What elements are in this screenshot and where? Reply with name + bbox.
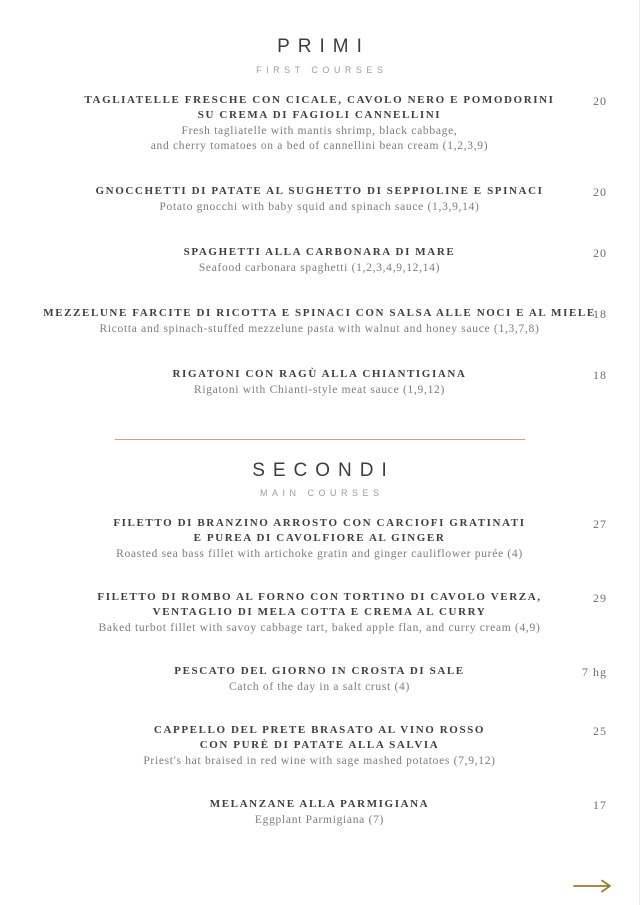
item-description-line: Priest's hat braised in red wine with sage mashed potatoes (7,9,12) [143,755,496,768]
item-description-line: Fresh tagliatelle with mantis shrimp, black cabbage, [181,124,458,137]
section-subtitle-secondi: MAIN COURSES [259,488,384,499]
item-name-line: E PUREA DI CAVOLFIORE AL GINGER [193,532,446,545]
menu-item-tagliatelle [32,93,607,153]
item-price: 29 [593,591,607,606]
item-name-line: GNOCCHETTI DI PATATE AL SUGHETTO DI SEPPIOLINE E SPINACI [95,184,544,197]
menu-item-cappello [32,723,607,768]
menu-item-branzino [32,516,607,561]
item-price: 20 [593,93,607,108]
item-name-line: CAPPELLO DEL PRETE BRASATO AL VINO ROSSO [153,724,486,737]
item-name-line: FILETTO DI BRANZINO ARROSTO CON CARCIOFI GRATINATI [113,517,526,530]
item-price: 18 [593,367,607,382]
item-description-line: Ricotta and spinach-stuffed mezzelune pasta with walnut and honey sauce (1,3,7,8) [99,322,540,335]
section-title-primi: PRIMI [277,36,370,57]
item-description-line: Catch of the day in a salt crust (4) [228,681,411,694]
next-page-arrow[interactable] [573,879,613,893]
item-name-line: TAGLIATELLE FRESCHE CON CICALE, CAVOLO NERO E POMODORINI [84,93,555,106]
item-name-line: CON PURÈ DI PATATE ALLA SALVIA [199,739,440,752]
item-description-line: and cherry tomatoes on a bed of cannellini bean cream (1,2,3,9) [150,139,489,152]
item-name-line: SU CREMA DI FAGIOLI CANNELLINI [197,108,442,121]
item-description-line: Eggplant Parmigiana (7) [254,814,385,827]
menu-item-rigatoni [32,367,607,397]
item-name-line: MEZZELUNE FARCITE DI RICOTTA E SPINACI CON SALSA ALLE NOCI E AL MIELE [43,306,596,319]
item-name-line: FILETTO DI ROMBO AL FORNO CON TORTINO DI CAVOLO VERZA, [97,591,542,604]
item-name-line: VENTAGLIO DI MELA COTTA E CREMA AL CURRY [152,606,487,619]
item-price: 20 [593,245,607,260]
item-name-line: SPAGHETTI ALLA CARBONARA DI MARE [183,245,456,258]
item-price: 25 [593,724,607,739]
item-description-line: Rigatoni with Chianti-style meat sauce (1,9,12) [193,383,446,396]
item-name-line: MELANZANE ALLA PARMIGIANA [209,798,430,811]
section-primi [32,36,607,397]
item-name-line: RIGATONI CON RAGÙ ALLA CHIANTIGIANA [172,367,467,380]
item-description-line: Seafood carbonara spaghetti (1,2,3,4,9,12,14) [198,261,441,274]
menu-item-melanzane [32,797,607,827]
secondi-items [32,516,607,827]
primi-items [32,93,607,397]
menu-item-gnocchetti [32,184,607,214]
section-secondi [32,460,607,828]
item-description-line: Potato gnocchi with baby squid and spinach sauce (1,3,9,14) [159,200,480,213]
menu-item-pescato [32,664,607,694]
item-price: 27 [593,517,607,532]
item-description-line: Baked turbot fillet with savoy cabbage tart, baked apple flan, and curry cream (4,9) [98,622,541,635]
section-subtitle-primi: FIRST COURSES [256,64,388,75]
item-price: 20 [593,184,607,199]
item-price: 18 [593,306,607,321]
item-name-line: PESCATO DEL GIORNO IN CROSTA DI SALE [174,665,465,678]
section-title-secondi: SECONDI [252,459,395,481]
menu-item-spaghetti-carbonara [32,245,607,275]
menu-item-mezzelune [32,306,607,336]
arrow-right-icon [573,879,613,893]
item-description-line: Roasted sea bass fillet with artichoke gratin and ginger cauliflower purée (4) [116,548,523,561]
section-divider [115,439,525,440]
item-price: 7 hg [582,665,607,680]
menu-item-rombo [32,590,607,635]
item-price: 17 [593,798,607,813]
